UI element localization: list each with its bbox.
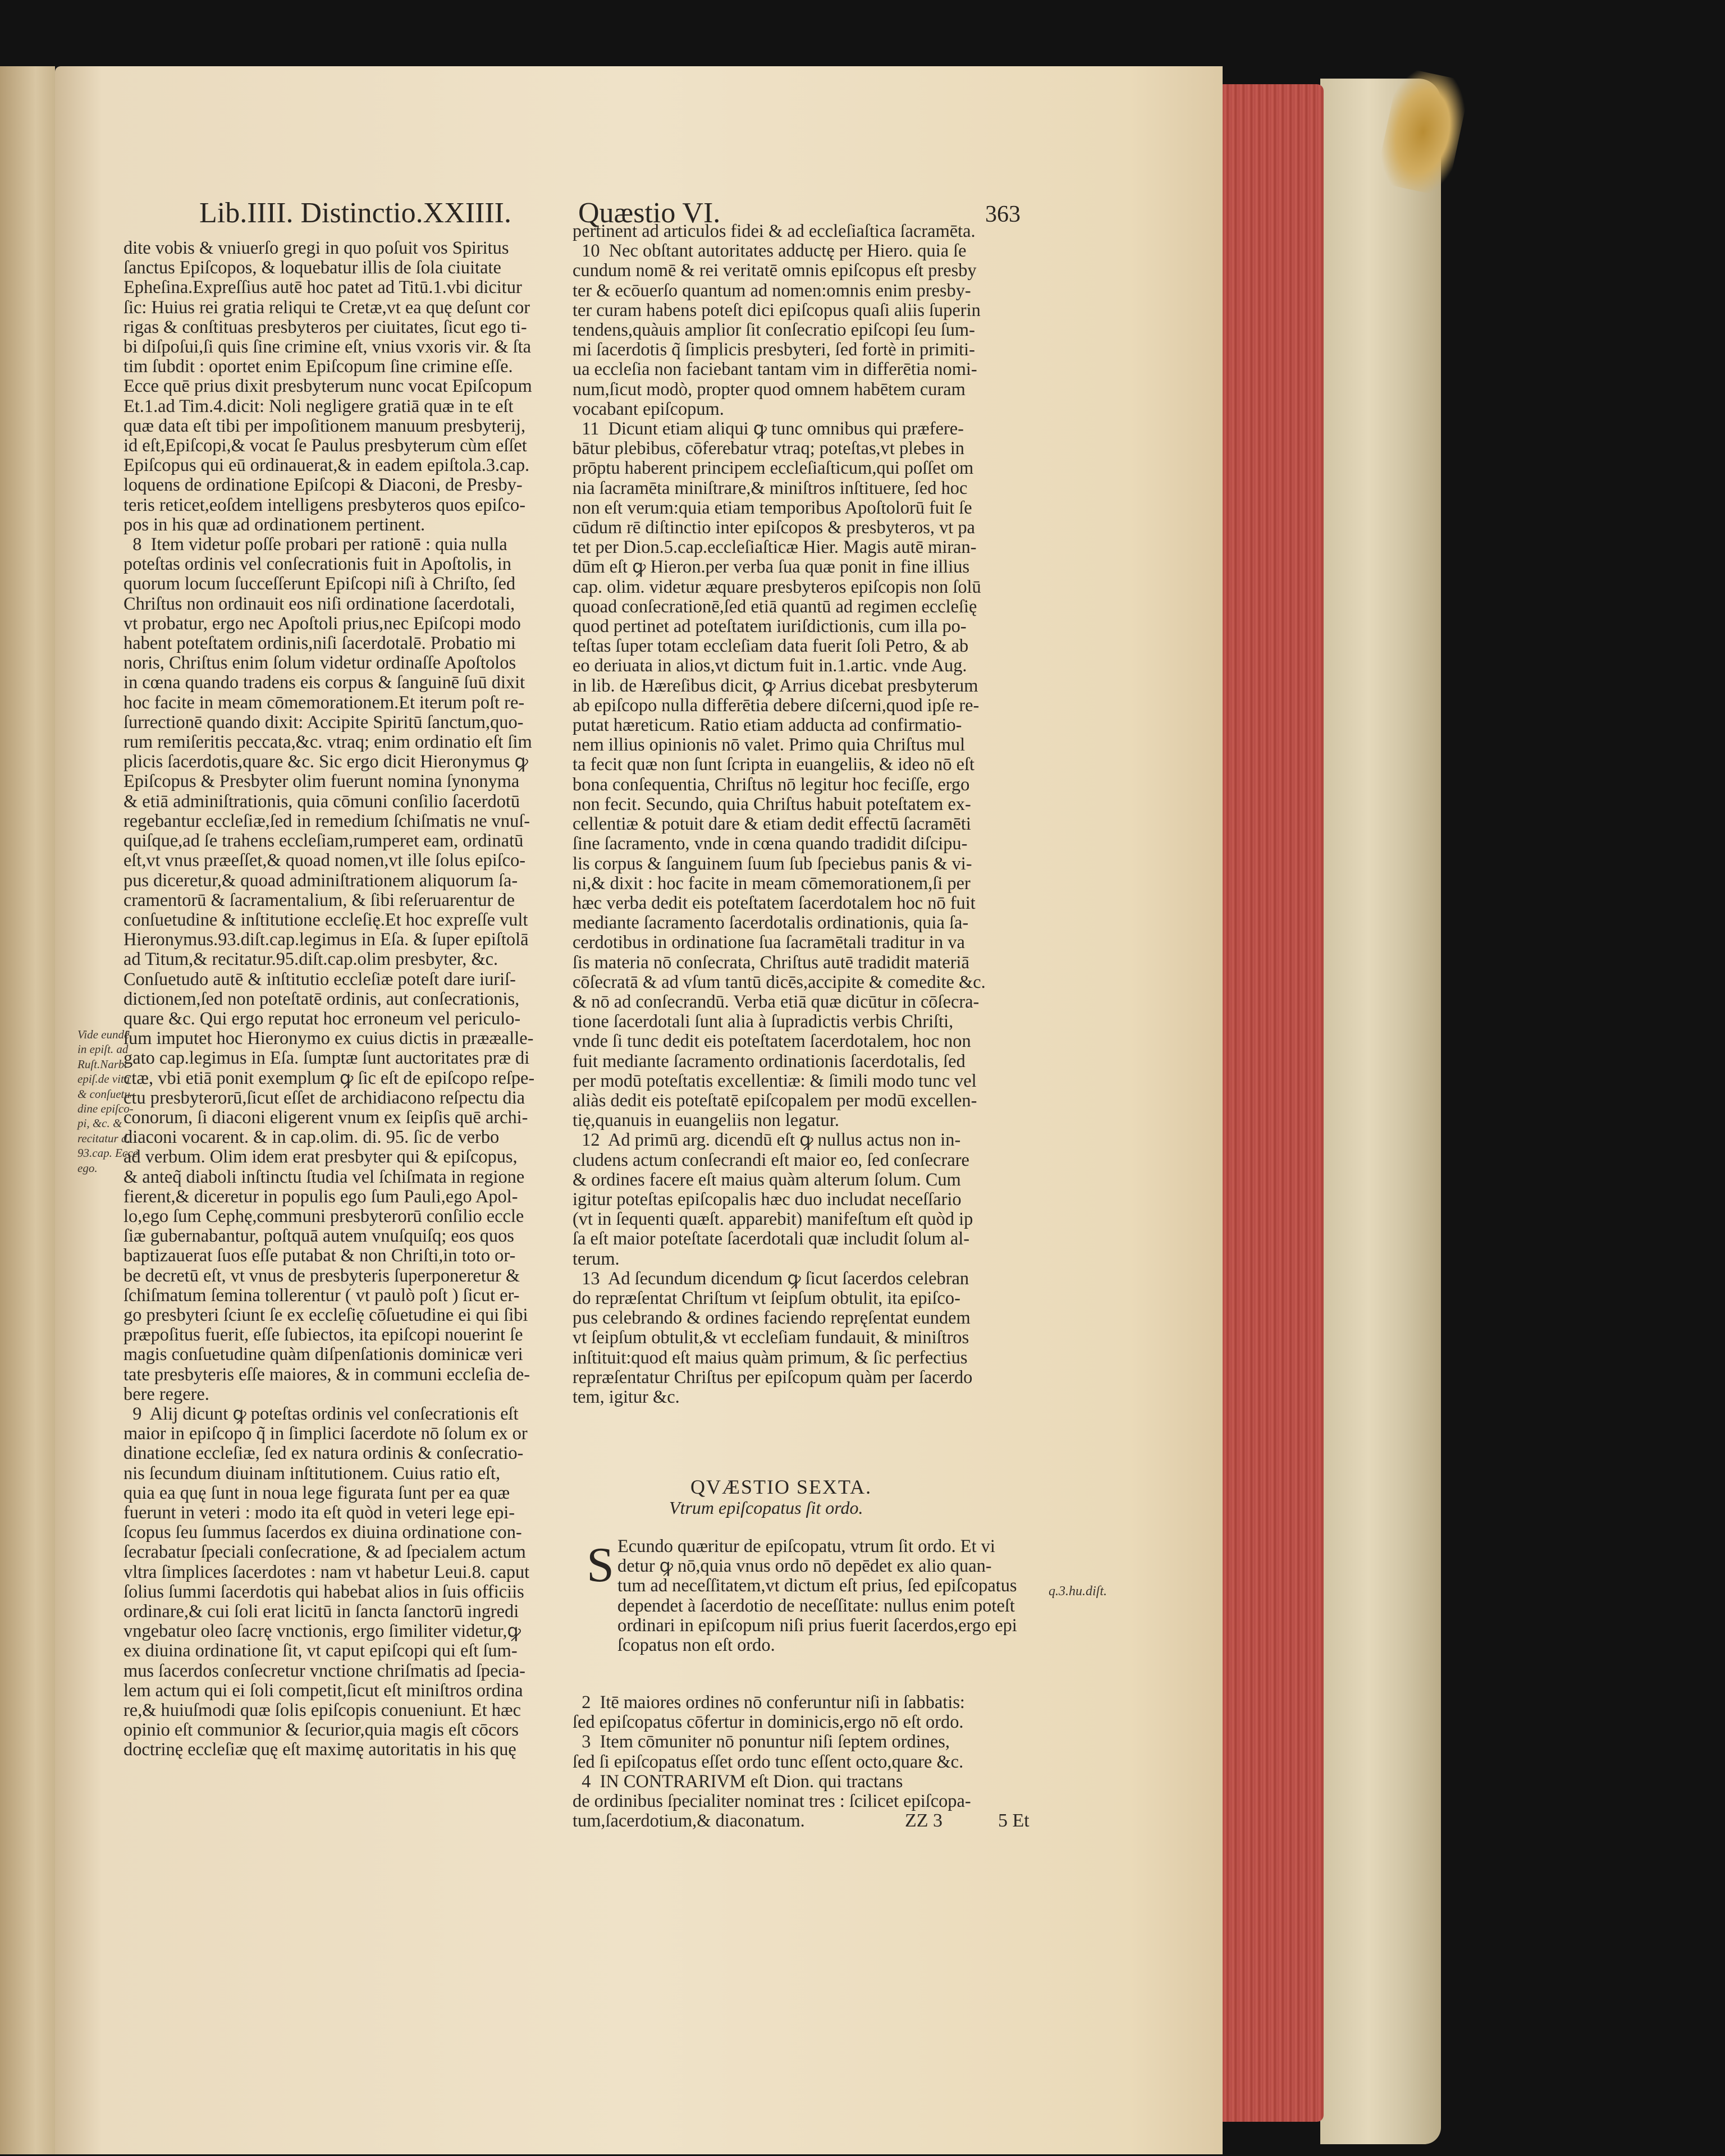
text-line: num,ſicut modò, propter quod omnem habētem curam <box>573 379 966 400</box>
text-line: diaconi vocarent. & in cap.olim. di. 95. ſic de verbo <box>123 1127 500 1148</box>
text-line: 13 Ad ſecundum dicendum ꝙ ſicut ſacerdos celebran <box>573 1268 969 1289</box>
text-line: & nō ad conſecrandū. Verba etiā quæ dicūtur in cōſecra- <box>573 991 980 1012</box>
right-column-text <box>573 222 1055 1407</box>
question-subtitle: Vtrum epiſcopatus ſit ordo. <box>669 1498 863 1518</box>
running-title-left: Lib.IIII. Distinctio.XXIIII. <box>199 197 511 229</box>
question-opening-text <box>617 1537 1044 1655</box>
text-line: cundum nomē & rei veritatē omnis epiſcopus eſt presby <box>573 260 977 281</box>
margin-note-line: pi, &c. & <box>77 1116 122 1130</box>
text-line: bere regere. <box>123 1384 209 1404</box>
text-line: vltra ſimplices ſacerdotes : nam vt habetur Leui.8. caput <box>123 1562 530 1582</box>
text-line: nis ſecundum diuinam inſtitutionem. Cuius ratio eſt, <box>123 1463 501 1484</box>
text-line: Hieronymus.93.diſt.cap.legimus in Eſa. & ſuper epiſtolā <box>123 930 529 950</box>
text-line: tet per Dion.5.cap.eccleſiaſticæ Hier. Magis autē miran- <box>573 537 977 558</box>
text-line: dūm eſt ꝙ Hieron.per verba ſua quæ ponit in fine illius <box>573 557 970 578</box>
text-line: in lib. de Hæreſibus dicit, ꝙ Arrius dicebat presbyterum <box>573 675 978 696</box>
text-line: 11 Dicunt etiam aliqui ꝙ tunc omnibus qui præfere- <box>573 419 964 440</box>
text-line: lo,ego ſum Cephę,communi presbyterorū conſilio eccle <box>123 1206 524 1226</box>
text-line: gato cap.legimus in Eſa. ſumptæ ſunt auctoritates præ di <box>123 1048 530 1069</box>
text-line: pus celebrando & ordines faciendo repręſentat eundem <box>573 1308 971 1329</box>
text-line: ſum imputet hoc Hieronymo ex cuius dictis in prææalle- <box>123 1028 534 1049</box>
text-line: fuerunt in veteri : modo ita eſt quòd in veteri lege epi- <box>123 1503 515 1523</box>
text-line: re,& huiuſmodi quæ ſolis epiſcopis conueniunt. Et hæc <box>123 1700 521 1721</box>
text-line: Et.1.ad Tim.4.dicit: Noli negligere gratiā quæ in te eſt <box>123 396 514 416</box>
text-line: 8 Item videtur poſſe probari per rationē : quia nulla <box>123 534 507 555</box>
text-line: quoad conſecrationē,ſed etiā quantū ad regimen eccleſię <box>573 596 977 617</box>
text-line: cludens actum conſecrandi eſt maior eo, ſed conſecrare <box>573 1150 969 1170</box>
text-line: fuit mediante ſacramento ordinationis ſacerdotalis, ſed <box>573 1051 966 1072</box>
margin-note-line: in epiſt. ad <box>77 1042 129 1056</box>
text-line: non fecit. Secundo, quia Chriſtus habuit poteſtatem ex- <box>573 794 971 814</box>
text-line: quia ea quę ſunt in noua lege figurata ſunt per ea quæ <box>123 1482 510 1503</box>
text-line: ſolius ſummi ſacerdotis qui habebat alios in ſuis officiis <box>123 1581 524 1602</box>
text-line: ordinari in epiſcopum niſi prius fuerit ſacerdos,ergo epi <box>617 1615 1017 1636</box>
text-line: tię,quanuis in euangeliis non legatur. <box>573 1110 839 1131</box>
text-line: ſis materia nō conſecrata, Chriſtus autē tradidit materiā <box>573 952 969 973</box>
text-line: eſt,vt vnus præeſſet,& quoad nomen,vt ille ſolus epiſco- <box>123 850 526 871</box>
text-line: conſuetudine & inſtitutione eccleſię.Et hoc expreſſe vult <box>123 909 528 930</box>
text-line: ctæ, vbi etiā ponit exemplum ꝙ ſic eſt de epiſcopo reſpe- <box>123 1068 535 1088</box>
text-line: & anteq̃ diaboli inſtinctu ſtudia vel ſchiſmata in regione <box>123 1166 525 1187</box>
text-line: ſed epiſcopatus cōfertur in dominicis,ergo nō eſt ordo. <box>573 1712 964 1733</box>
text-line: habent poteſtatem ordinis,niſi ſacerdotalē. Probatio mi <box>123 633 516 654</box>
text-line: præpoſitus fuerit, eſſe ſubiectos, ita epiſcopi nouerint ſe <box>123 1325 523 1345</box>
text-line: Epiſcopus & Presbyter olim fuerunt nomina ſynonyma <box>123 771 520 792</box>
text-line: hoc facite in meam cōmemorationem.Et iterum poſt re- <box>123 692 525 713</box>
text-line: ſic: Huius rei gratia reliqui te Cretæ,vt ea quę deſunt cor <box>123 297 530 318</box>
text-line: tendens,quàuis amplior ſit conſecratio epiſcopi ſeu ſum- <box>573 320 975 341</box>
text-line: poteſtas ordinis vel conſecrationis fuit in Apoſtolis, in <box>123 554 511 575</box>
text-line: regebantur eccleſiæ,ſed in remedium ſchiſmatis ne vnuſ- <box>123 811 530 831</box>
text-line: bona conſequentia, Chriſtus nō legitur hoc feciſſe, ergo <box>573 774 970 795</box>
text-line: vngebatur oleo ſacrę vnctionis, ergo ſimiliter videtur,ꝙ <box>123 1621 521 1642</box>
text-line: eo deriuata in alios,vt dictum fuit in.1.artic. vnde Aug. <box>573 656 967 676</box>
margin-note-line: Ruſt.Narb. <box>77 1057 127 1071</box>
margin-note-line: ego. <box>77 1161 98 1175</box>
text-line: nia ſacramēta miniſtrare,& miniſtros inſtituere, ſed hoc <box>573 478 968 498</box>
text-line: ad verbum. Olim idem erat presbyter qui & epiſcopus, <box>123 1147 518 1168</box>
text-line: ſiæ gubernabantur, poſtquā autem vnuſquiſq; eos quos <box>123 1226 514 1247</box>
text-line: dite vobis & vniuerſo gregi in quo poſuit vos Spiritus <box>123 238 509 258</box>
text-line: ab epiſcopo nulla differētia debere diſcerni,quod ipſe re- <box>573 695 980 716</box>
text-line: inſtituit:quod eſt maius quàm primum, & ſic perfectius <box>573 1347 968 1368</box>
facing-page-edge <box>0 66 55 2154</box>
margin-note-line: epiſ.de vita <box>77 1072 130 1086</box>
text-line: tione ſacerdotali ſunt alia à ſupradictis verbis Chriſti, <box>573 1011 954 1032</box>
text-line: cūdum rē diſtinctio inter epiſcopos & presbyteros, vt pa <box>573 518 975 538</box>
text-line: tum,ſacerdotium,& diaconatum. <box>573 1811 805 1832</box>
text-line: 3 Item cōmuniter nō ponuntur niſi ſeptem ordines, <box>573 1732 950 1752</box>
text-line: vnde ſi tunc dedit eis poteſtatem ſacerdotalem, hoc non <box>573 1031 971 1052</box>
text-line: dinatione eccleſiæ, ſed ex natura ordinis & conſecratio- <box>123 1443 524 1464</box>
text-line: quorum locum ſucceſſerunt Epiſcopi niſi à Chriſto, ſed <box>123 574 516 594</box>
text-line: Conſuetudo autē & inſtitutio eccleſiæ poteſt dare iuriſ- <box>123 969 516 990</box>
text-line: quod pertinet ad poteſtatem iuriſdictionis, cum illa po- <box>573 616 967 637</box>
text-line: & etiā adminiſtrationis, quia cōmuni conſilio ſacerdotū <box>123 791 520 812</box>
text-line: ctu presbyterorū,ſicut eſſet de archidiacono reſpectu dia <box>123 1087 525 1108</box>
margin-note-line: 93.cap. Ecce <box>77 1146 138 1160</box>
text-line: terum. <box>573 1248 620 1269</box>
margin-note-line: recitatur d. <box>77 1131 130 1145</box>
text-line: rum remiſeritis peccata,&c. vtraq; enim ordinatio eſt ſim <box>123 732 532 753</box>
text-line: plicis ſacerdotis,quare &c. Sic ergo dicit Hieronymus ꝙ <box>123 752 528 772</box>
text-line: dictionem,ſed non poteſtatē ordinis, aut conſecrationis, <box>123 988 520 1009</box>
text-line: igitur poteſtas epiſcopalis hæc duo includat neceſſario <box>573 1189 962 1210</box>
text-line: per modū poteſtatis excellentiæ: & ſimili modo tunc vel <box>573 1070 977 1091</box>
text-line: tem, igitur &c. <box>573 1386 680 1407</box>
text-line: rigas & conſtituas presbyteros per ciuitates, ſicut ego ti- <box>123 317 527 337</box>
text-line: teris reticet,eoſdem intelligens presbyteros quos epiſco- <box>123 495 525 515</box>
text-line: conorum, ſi diaconi eligerent vnum ex ſeipſis quē archi- <box>123 1107 528 1128</box>
text-line: 12 Ad primū arg. dicendū eſt ꝙ nullus actus non in- <box>573 1130 961 1151</box>
text-line: Chriſtus non ordinauit eos niſi ordinatione ſacerdotali, <box>123 593 515 614</box>
text-line: ſed ſi epiſcopatus eſſet ordo tunc eſſent octo,quare &c. <box>573 1751 964 1772</box>
text-line: cellentiæ & potuit dare & etiam dedit effectū ſacramēti <box>573 814 971 835</box>
text-line: 9 Alij dicunt ꝙ poteſtas ordinis vel conſecrationis eſt <box>123 1403 519 1424</box>
text-line: teſtas ſuper totam eccleſiam data fuerit ſoli Petro, & ab <box>573 636 969 657</box>
text-line: hæc verba dedit eis poteſtatem ſacerdotalem hoc nō fuit <box>573 892 976 913</box>
text-line: mediante ſacramento ſacerdotalis ordinationis, quia ſa- <box>573 913 969 933</box>
text-line: ſine ſacramento, vnde in cœna quando tradidit diſcipu- <box>573 834 968 854</box>
text-line: fierent,& diceretur in populis ego ſum Pauli,ego Apol- <box>123 1186 518 1207</box>
drop-cap: S <box>587 1538 614 1592</box>
text-line: ua eccleſia non faciebant tantam vim in differētia nomi- <box>573 359 977 380</box>
text-line: repræſentatur Chriſtus per epiſcopum quàm per ſacerdo <box>573 1367 973 1388</box>
text-line: putat hæreticum. Ratio etiam adducta ad confirmatio- <box>573 715 962 736</box>
text-line: tum ad neceſſitatem,vt dictum eſt prius, ſed epiſcopatus <box>617 1576 1017 1596</box>
text-line: loquens de ordinatione Epiſcopi & Diaconi, de Presby- <box>123 475 523 496</box>
text-line: ordinare,& cui ſoli erat licitū in ſancta ſanctorū ingredi <box>123 1601 519 1622</box>
text-line: cramentorū & ſacramentalium, & ſibi reſeruarentur de <box>123 890 515 910</box>
text-line: bātur plebibus, cōferebatur vtraq; poteſtas,vt plebes in <box>573 438 964 459</box>
text-line: lis corpus & ſanguinem ſuum ſub ſpeciebus panis & vi- <box>573 853 972 874</box>
text-line: doctrinę eccleſiæ quę eſt maximę autoritatis in his quę <box>123 1740 516 1760</box>
text-line: (vt in ſequenti quæſt. apparebit) manifeſtum eſt quòd ip <box>573 1209 973 1230</box>
text-line: do repræſentat Chriſtum vt ſeipſum obtulit, ita epiſco- <box>573 1288 960 1308</box>
right-margin-note: q.3.hu.diſt. <box>1049 1584 1108 1599</box>
text-line: detur ꝙ nō,quia vnus ordo nō depēdet ex alio quan- <box>617 1556 992 1577</box>
text-line: Ecundo quæritur de epiſcopatu, vtrum ſit ordo. Et vi <box>617 1536 995 1557</box>
question-continuation-text <box>573 1693 1055 1831</box>
text-line: ter & ecōuerſo quantum ad nomen:omnis enim presby- <box>573 280 971 301</box>
text-line: pus diceretur,& quoad adminiſtrationem aliquorum ſa- <box>123 870 518 891</box>
text-line: ſcopus ſeu ſummus ſacerdos ex diuina ordinatione con- <box>123 1522 522 1543</box>
left-column-text <box>123 239 567 1760</box>
signature-mark: ZZ 3 <box>905 1810 943 1831</box>
text-line: ſurrectionē quando dixit: Accipite Spiritū ſanctum,quo- <box>123 712 524 733</box>
red-page-edges <box>1223 84 1324 2122</box>
margin-note-line: dine epiſco- <box>77 1102 134 1116</box>
text-line: ſecrabatur ſpeciali conſecratione, & ad ſpecialem actum <box>123 1542 526 1563</box>
text-line: ter curam habens poteſt dici epiſcopus quaſi aliis ſuperin <box>573 300 981 321</box>
text-line: & ordines facere eſt maius quàm alterum ſolum. Cum <box>573 1169 961 1190</box>
text-line: vt ſeipſum obtulit,& vt eccleſiam fundauit, & miniſtros <box>573 1328 969 1348</box>
text-line: opinio eſt communior & ſecurior,quia magis eſt cōcors <box>123 1720 519 1741</box>
text-line: ex diuina ordinatione ſit, vt caput epiſcopi qui eſt ſum- <box>123 1641 518 1661</box>
text-line: tim ſubdit : oportet enim Epiſcopum ſine crimine eſſe. <box>123 356 513 377</box>
text-line: mi ſacerdotis q̃ ſimplicis presbyteri, ſed fortè in primiti- <box>573 340 975 360</box>
text-line: ſa eſt maior poteſtate ſacerdotali quæ includit ſolum al- <box>573 1229 969 1249</box>
fore-edge-paper <box>1320 79 1441 2144</box>
text-line: Ecce quē prius dixit presbyterum nunc vocat Epiſcopum <box>123 376 532 397</box>
text-line: prōptu haberent principem eccleſiaſticum,qui poſſet om <box>573 458 974 479</box>
catchword: 5 Et <box>998 1810 1029 1831</box>
text-line: be decretū eſt, vt vnus de presbyteris ſuperponeretur & <box>123 1265 520 1286</box>
text-line: quiſque,ad ſe trahens eccleſiam,rumperet eam, ordinatū <box>123 831 524 852</box>
text-line: quæ data eſt tibi per impoſitionem manuum presbyterij, <box>123 415 526 436</box>
text-line: dependet à ſacerdotio de neceſſitate: nullus enim poteſt <box>617 1595 1015 1616</box>
text-line: tate presbyteris eſſe maiores, & in communi eccleſia de- <box>123 1364 530 1385</box>
text-line: lem actum qui ei ſoli competit,ſicut eſt miniſtros ordina <box>123 1680 523 1701</box>
text-line: 10 Nec obſtant autoritates adductę per Hiero. quia ſe <box>573 241 967 262</box>
text-line: bi diſpoſui,ſi quis ſine crimine eſt, vnius vxoris vir. & ſta <box>123 337 532 358</box>
text-line: non eſt verum:quia etiam temporibus Apoſtolorū fuit ſe <box>573 497 972 518</box>
text-line: in cœna quando tradens eis corpus & ſanguinē ſuū dixit <box>123 672 525 693</box>
text-line: go presbyteri ſciunt ſe ex eccleſię cōſuetudine ei qui ſibi <box>123 1304 528 1325</box>
text-line: ni,& dixit : hoc facite in meam cōmemorationem,ſi per <box>573 873 971 894</box>
text-line: baptizauerat ſuos eſſe putabat & non Chriſti,in toto or- <box>123 1246 516 1266</box>
text-line: ad Titum,& recitatur.95.diſt.cap.olim presbyter, &c. <box>123 949 498 970</box>
text-line: noris, Chriſtus enim ſolum videtur ordinaſſe Apoſtolos <box>123 653 516 674</box>
text-line: ta fecit quæ non ſunt ſcripta in euangeliis, & ideo nō eſt <box>573 754 975 775</box>
text-line: id eſt,Epiſcopi,& vocat ſe Paulus presbyterum cùm eſſet <box>123 436 527 456</box>
text-line: Epheſina.Expreſſius autē hoc patet ad Titū.1.vbi dicitur <box>123 277 522 298</box>
text-line: pos in his quæ ad ordinationem pertinent. <box>123 514 425 535</box>
text-line: aliàs dedit eis poteſtatē epiſcopalem per modū excellen- <box>573 1090 977 1111</box>
text-line: nem illius opinionis nō valet. Primo quia Chriſtus mul <box>573 735 966 756</box>
text-line: magis conſuetudine quàm diſpenſationis dominicæ veri <box>123 1344 523 1365</box>
text-line: ſchiſmatum ſemina tollerentur ( vt paulò poſt ) ſicut er- <box>123 1285 520 1306</box>
text-line: maior in epiſcopo q̃ in ſimplici ſacerdote nō ſolum ex or <box>123 1423 528 1444</box>
text-line: Epiſcopus qui eū ordinauerat,& in eadem epiſtola.3.cap. <box>123 455 530 476</box>
text-line: ſanctus Epiſcopos, & loquebatur illis de ſola ciuitate <box>123 258 501 278</box>
margin-note-line: Vide eundē <box>77 1028 130 1041</box>
text-line: quare &c. Qui ergo reputat hoc erroneum vel periculo- <box>123 1008 521 1029</box>
text-line: cōſecratā & ad vſum tantū dicēs,accipite & comedite &c. <box>573 972 986 992</box>
question-title: QVÆSTIO SEXTA. <box>690 1476 872 1498</box>
text-line: de ordinibus ſpecialiter nominat tres : ſcilicet epiſcopa- <box>573 1791 971 1812</box>
text-line: 4 IN CONTRARIVM eſt Dion. qui tractans <box>573 1771 903 1792</box>
text-line: cerdotibus in ordinatione ſua ſacramētali traditur in va <box>573 932 965 953</box>
text-line: vt probatur, ergo nec Apoſtoli prius,nec Epiſcopi modo <box>123 613 521 634</box>
text-line: pertinent ad articulos fidei & ad eccleſiaſtica ſacramēta. <box>573 221 976 241</box>
text-line: ſcopatus non eſt ordo. <box>617 1635 775 1656</box>
left-margin-note <box>77 1027 138 1175</box>
text-line: 2 Itē maiores ordines nō conferuntur niſi in ſabbatis: <box>573 1692 965 1713</box>
margin-note-line: & conſuetu- <box>77 1087 134 1101</box>
running-title-right: Quæstio VI. <box>578 197 721 229</box>
text-line: vocabant epiſcopum. <box>573 399 724 419</box>
text-line: mus ſacerdos conſecretur vnctione chriſmatis ad ſpecia- <box>123 1660 525 1681</box>
page-number: 363 <box>985 202 1021 227</box>
text-line: cap. olim. videtur æquare presbyteros epiſcopis non ſolū <box>573 576 981 597</box>
